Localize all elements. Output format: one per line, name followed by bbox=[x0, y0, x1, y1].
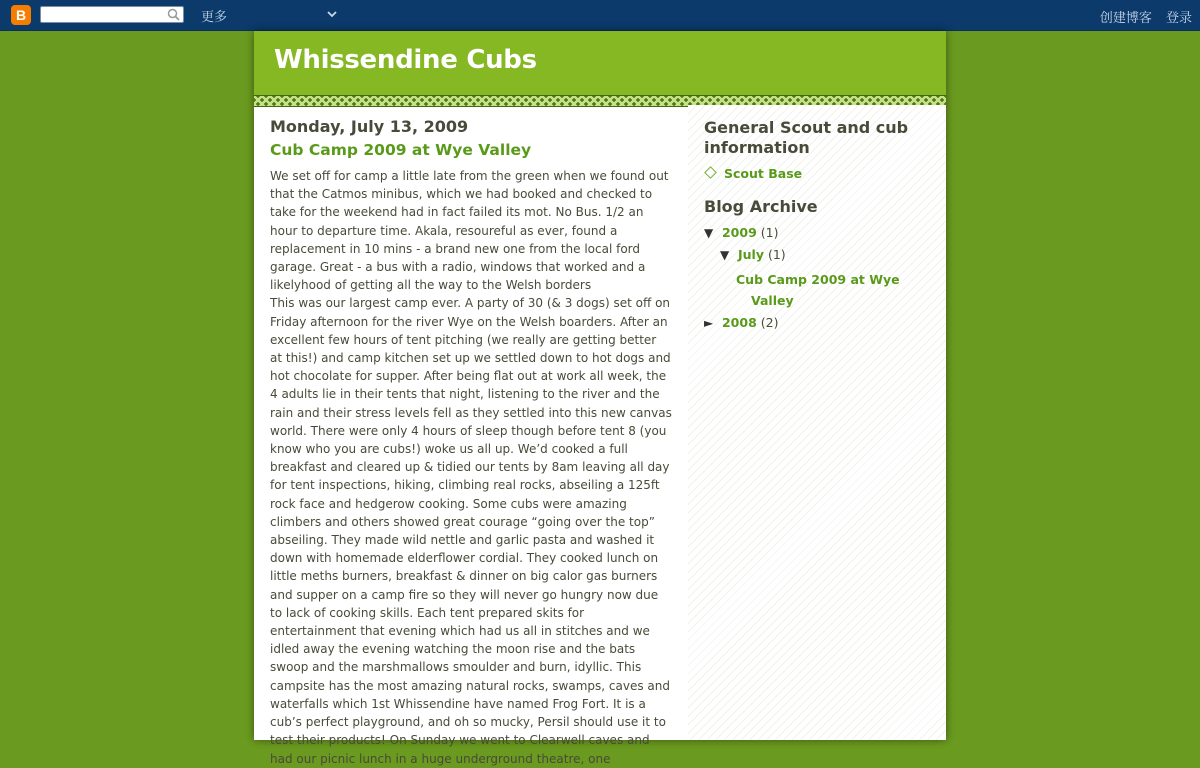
archive-year-2008 bbox=[704, 315, 934, 330]
archive-year-2009 bbox=[704, 225, 934, 240]
blog-header bbox=[254, 31, 946, 95]
post-body bbox=[270, 167, 672, 768]
blog-title[interactable]: Whissendine Cubs bbox=[274, 45, 537, 75]
sidebar bbox=[688, 105, 946, 740]
more-menu[interactable]: 更多 bbox=[201, 10, 228, 25]
search-icon[interactable] bbox=[167, 8, 180, 21]
post-title-link[interactable]: Cub Camp 2009 at Wye Valley bbox=[270, 141, 532, 159]
post-paragraph: We set off for camp a little late from the green when we found out that the Catmos minibus, which we had booked and checked to take for the weekend had in fact failed its mot. No Bus. 1/2 an hour to departure time. Akala, resoureful as ever, found a replacement in 10 mins - a brand new one from the local ford garage. Great - a bus with a radio, windows that worked and a likelyhood of getting all the way to the Welsh borders bbox=[270, 169, 669, 293]
collapse-toggle-icon[interactable]: ▼ bbox=[720, 248, 730, 262]
archive-month-link[interactable]: July bbox=[737, 247, 764, 262]
diamond-bullet-icon bbox=[704, 166, 717, 179]
archive-year-link[interactable]: 2009 bbox=[721, 225, 757, 240]
collapse-toggle-icon[interactable]: ▼ bbox=[704, 226, 714, 240]
archive-count: (2) bbox=[760, 315, 779, 330]
archive-year-link[interactable]: 2008 bbox=[721, 315, 757, 330]
expand-toggle-icon[interactable]: ► bbox=[704, 316, 714, 330]
post-date: Monday, July 13, 2009 bbox=[270, 117, 469, 136]
scout-base-link[interactable]: Scout Base bbox=[724, 166, 803, 181]
search-input[interactable] bbox=[40, 6, 184, 23]
blog-container bbox=[254, 31, 946, 766]
blogger-logo-icon[interactable]: B bbox=[11, 5, 31, 25]
archive-widget-title: Blog Archive bbox=[704, 197, 818, 216]
archive-month-july bbox=[720, 247, 934, 262]
sidebar-link-item[interactable] bbox=[704, 166, 934, 181]
login-link[interactable]: 登录 bbox=[1165, 11, 1192, 26]
archive-count: (1) bbox=[767, 247, 786, 262]
create-blog-link[interactable]: 创建博客 bbox=[1099, 11, 1152, 26]
links-widget-title: General Scout and cub information bbox=[704, 118, 909, 157]
blogger-navbar bbox=[0, 0, 1200, 31]
archive-count: (1) bbox=[760, 225, 779, 240]
chevron-down-icon[interactable] bbox=[326, 8, 338, 20]
main-column bbox=[270, 117, 672, 768]
archive-post-link[interactable]: Cub Camp 2009 at Wye Valley bbox=[736, 272, 900, 308]
post-paragraph: This was our largest camp ever. A party of 30 (& 3 dogs) set off on Friday afternoon for the river Wye on the Welsh boarders. After an excellent few hours of tent pitching (we really are getting better at this!) and camp kitchen set up we settled down to hot dogs and hot chocolate for supper. After being flat out at work all week, the 4 adults lie in their tents that night, listening to the river and the rain and their stress levels fell as they settled into this new canvas world. There were only 4 hours of sleep though before tent 8 (you know who you are cubs!) woke us all up. We’d cooked a full breakfast and cleared up & tidied our tents by 8am leaving all day for tent inspections, hiking, climbing real rocks, abseiling a 125ft rock face and hedgerow cooking. Some cubs were amazing climbers and others showed great courage “going over the top” abseiling. They made wild nettle and garlic pasta and washed it down with homemade elderflower cordial. They cooked lunch on little meths burners, breakfast & dinner on big calor gas burners and supper on a camp fire so they will never go hungry now due to lack of cooking skills. Each tent prepared skits for entertainment that evening which had us all in stitches and we idled away the evening watching the moon rise and the bats swoop and the marshmallows smoulder and burn, idyllic. This campsite has the most amazing natural rocks, swamps, caves and waterfalls which 1st Whissendine have named Frog Fort. It is a cub’s perfect playground, and oh so mucky, Persil should use it to test their products! On Sunday we went to Clearwell caves and had our picnic lunch in a huge underground theatre, one bbox=[270, 296, 672, 766]
